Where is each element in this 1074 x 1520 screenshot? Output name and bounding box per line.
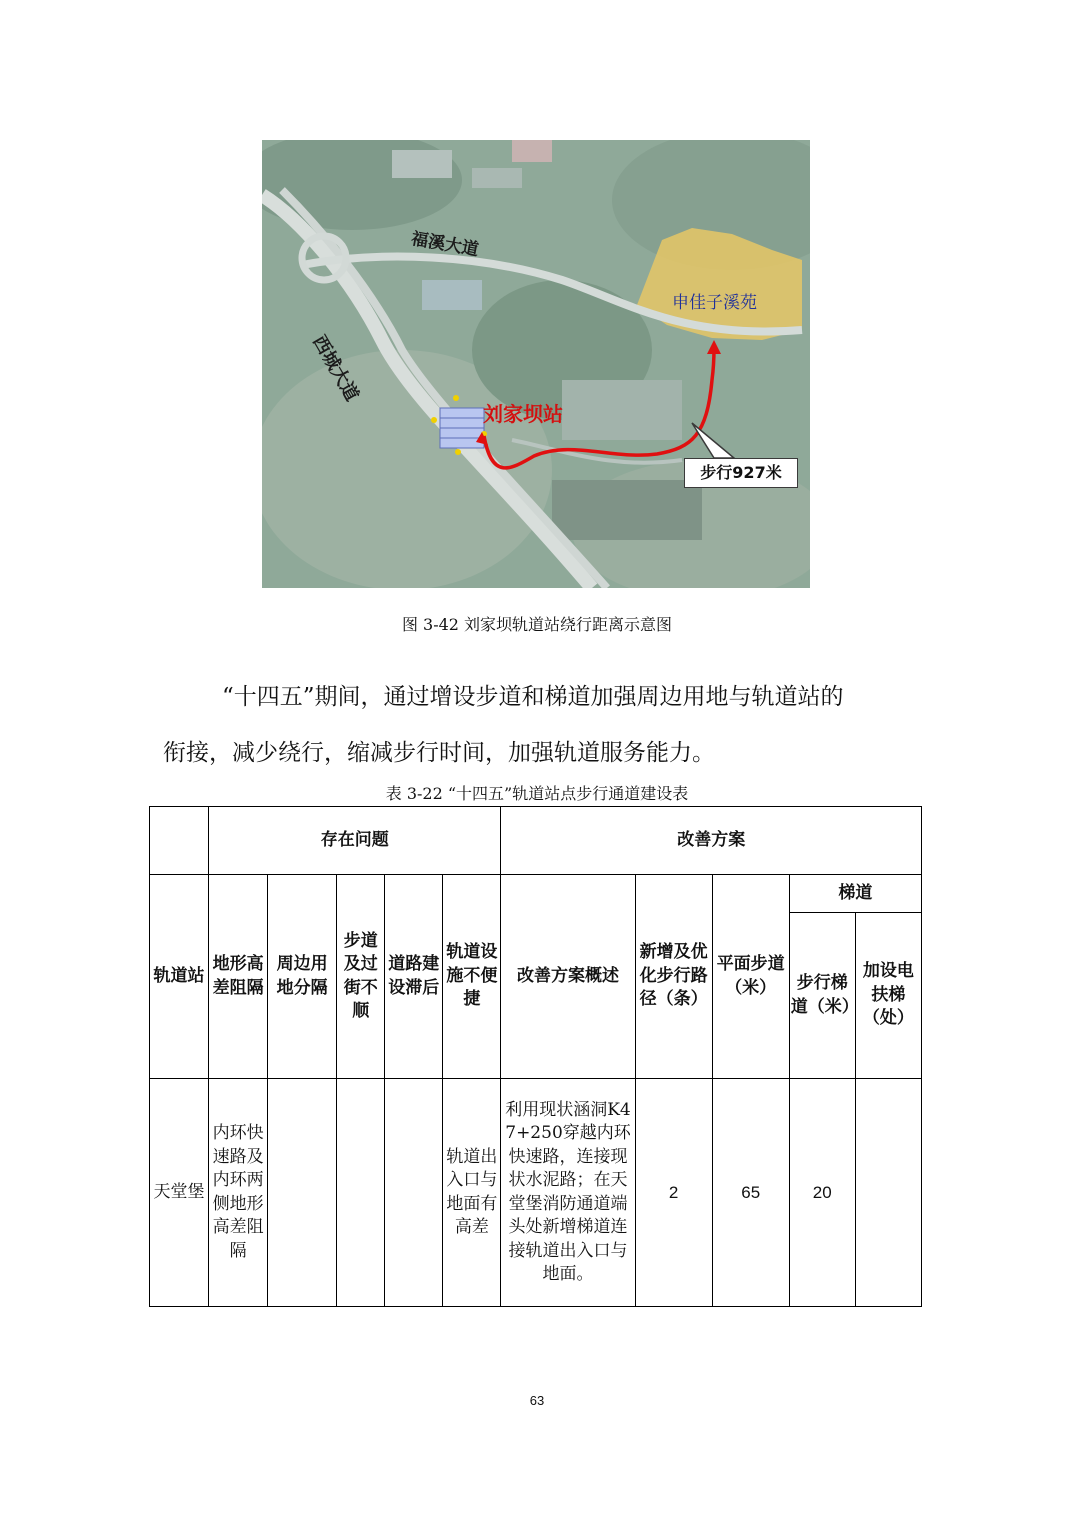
header-facility: 轨道设施不便捷 [443,875,501,1079]
header-stairs: 梯道 [789,875,921,913]
page-number: 63 [529,1393,545,1408]
cell-stair-walk: 20 [789,1079,855,1307]
header-terrain: 地形高差阻隔 [209,875,268,1079]
road-label-xicheng: 西城大道 [308,332,363,405]
cell-terrain: 内环快速路及内环两侧地形高差阻隔 [209,1079,268,1307]
cell-summary: 利用现状涵洞K47+250穿越内环快速路，连接现状水泥路；在天堂堡消防通道端头处新增梯道连接轨道出入口与地面。 [501,1079,635,1307]
figure-caption: 图 3-42 刘家坝轨道站绕行距离示意图 [401,615,673,634]
table-row [150,1079,922,1307]
cell-station: 天堂堡 [150,1079,209,1307]
header-plans: 改善方案 [501,807,922,875]
table-caption: 表 3-22 “十四五”轨道站点步行通道建设表 [385,784,689,803]
station-label: 刘家坝站 [483,402,563,426]
header-problems: 存在问题 [209,807,501,875]
header-flat: 平面步道（米） [712,875,789,1079]
table-corner-cell [150,807,209,875]
header-summary: 改善方案概述 [501,875,635,1079]
destination-label: 申佳子溪苑 [672,293,757,313]
cell-road [385,1079,443,1307]
header-road: 道路建设滞后 [385,875,443,1079]
table-group-header-row [150,807,922,875]
cell-paths: 2 [635,1079,712,1307]
cell-walkway [337,1079,385,1307]
paragraph-line-2: 衔接，减少绕行，缩减步行时间，加强轨道服务能力。 [163,740,715,766]
paragraph-line-1: “十四五”期间，通过增设步道和梯道加强周边用地与轨道站的 [222,684,844,710]
cell-facility: 轨道出入口与地面有高差 [443,1079,501,1307]
header-walkway: 步道及过街不顺 [337,875,385,1079]
header-land: 周边用地分隔 [268,875,337,1079]
header-paths: 新增及优化步行路径（条） [635,875,712,1079]
cell-escalator [855,1079,921,1307]
header-station: 轨道站 [150,875,209,1079]
cell-flat: 65 [712,1079,789,1307]
walk-distance-callout: 步行927米 [684,458,798,488]
construction-table [149,806,922,1307]
header-stair-walk: 步行梯道（米） [789,913,855,1079]
table-header-row [150,875,922,913]
cell-land [268,1079,337,1307]
header-escalator: 加设电扶梯（处） [855,913,921,1079]
road-label-fuxi: 福溪大道 [409,228,481,261]
